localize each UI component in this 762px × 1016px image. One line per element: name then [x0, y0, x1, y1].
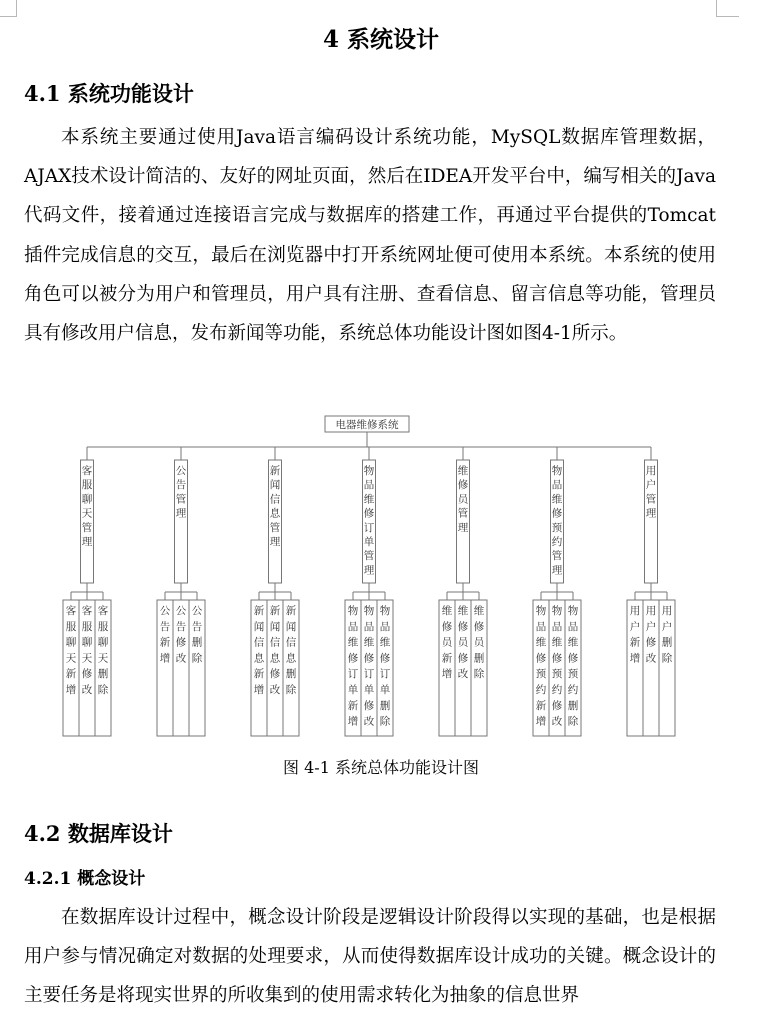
child-label: 维修员新增	[441, 605, 453, 681]
child-label: 公告删除	[191, 605, 203, 665]
paragraph-concept-design: 在数据库设计过程中，概念设计阶段是逻辑设计阶段得以实现的基础，也是根据用户参与情况确定对数据的处理要求，从而使得数据库设计成功的关键。概念设计的主要任务是将现实世界的所收集到的使用需求转化为抽象的信息世界	[24, 907, 716, 1007]
child-label: 用户新增	[629, 605, 641, 665]
child-label: 客服聊天删除	[97, 605, 109, 696]
module-label: 用户管理	[645, 465, 657, 520]
page-corner-mark-left	[0, 0, 17, 17]
child-label: 客服聊天新增	[65, 605, 77, 696]
child-label: 维修员删除	[473, 605, 485, 681]
child-label: 物品维修订单修改	[363, 605, 375, 728]
child-label: 物品维修预约新增	[535, 605, 547, 728]
child-label: 物品维修订单新增	[347, 605, 359, 728]
paragraph-system-function: 本系统主要通过使用Java语言编码设计系统功能，MySQL数据库管理数据，AJAX技术设计简洁的、友好的网址页面，然后在IDEA开发平台中，编写相关的Java代码文件，接着通过连接语言完成与数据库的搭建工作，再通过平台提供的Tomcat插件完成信息的交互，最后在浏览器中打开系统网址便可使用本系统。本系统的使用角色可以被分为用户和管理员，用户具有注册、查看信息、留言信息等功能，管理员具有修改用户信息，发布新闻等功能，系统总体功能设计图如图4-1所示。	[24, 127, 716, 345]
child-label: 客服聊天修改	[81, 605, 93, 696]
child-label: 维修员修改	[457, 605, 469, 681]
child-label: 新闻信息修改	[269, 605, 281, 696]
module-label: 新闻信息管理	[269, 465, 281, 548]
function-structure-diagram	[0, 400, 762, 745]
child-label: 新闻信息删除	[285, 605, 297, 696]
child-label: 公告新增	[159, 605, 171, 665]
module-label: 物品维修预约管理	[551, 465, 563, 577]
child-label: 新闻信息新增	[253, 605, 265, 696]
child-label: 物品维修预约删除	[567, 605, 579, 728]
chapter-title: 4 系统设计	[322, 26, 439, 53]
figure-caption: 图 4-1 系统总体功能设计图	[283, 758, 479, 777]
section-heading-4-2: 4.2 数据库设计	[24, 821, 173, 846]
child-label: 用户修改	[645, 605, 657, 665]
root-node-label: 电器维修系统	[335, 419, 399, 431]
module-label: 公告管理	[175, 465, 187, 520]
child-label: 物品维修预约修改	[551, 605, 563, 728]
child-label: 用户删除	[661, 605, 673, 665]
child-label: 公告修改	[175, 605, 187, 665]
page-corner-mark-right	[716, 0, 739, 17]
child-label: 物品维修订单删除	[379, 605, 391, 728]
module-label: 客服聊天管理	[81, 465, 93, 548]
module-label: 物品维修订单管理	[363, 465, 375, 577]
section-heading-4-2-1: 4.2.1 概念设计	[24, 869, 146, 889]
module-label: 维修员管理	[457, 465, 469, 534]
section-heading-4-1: 4.1 系统功能设计	[24, 81, 194, 106]
